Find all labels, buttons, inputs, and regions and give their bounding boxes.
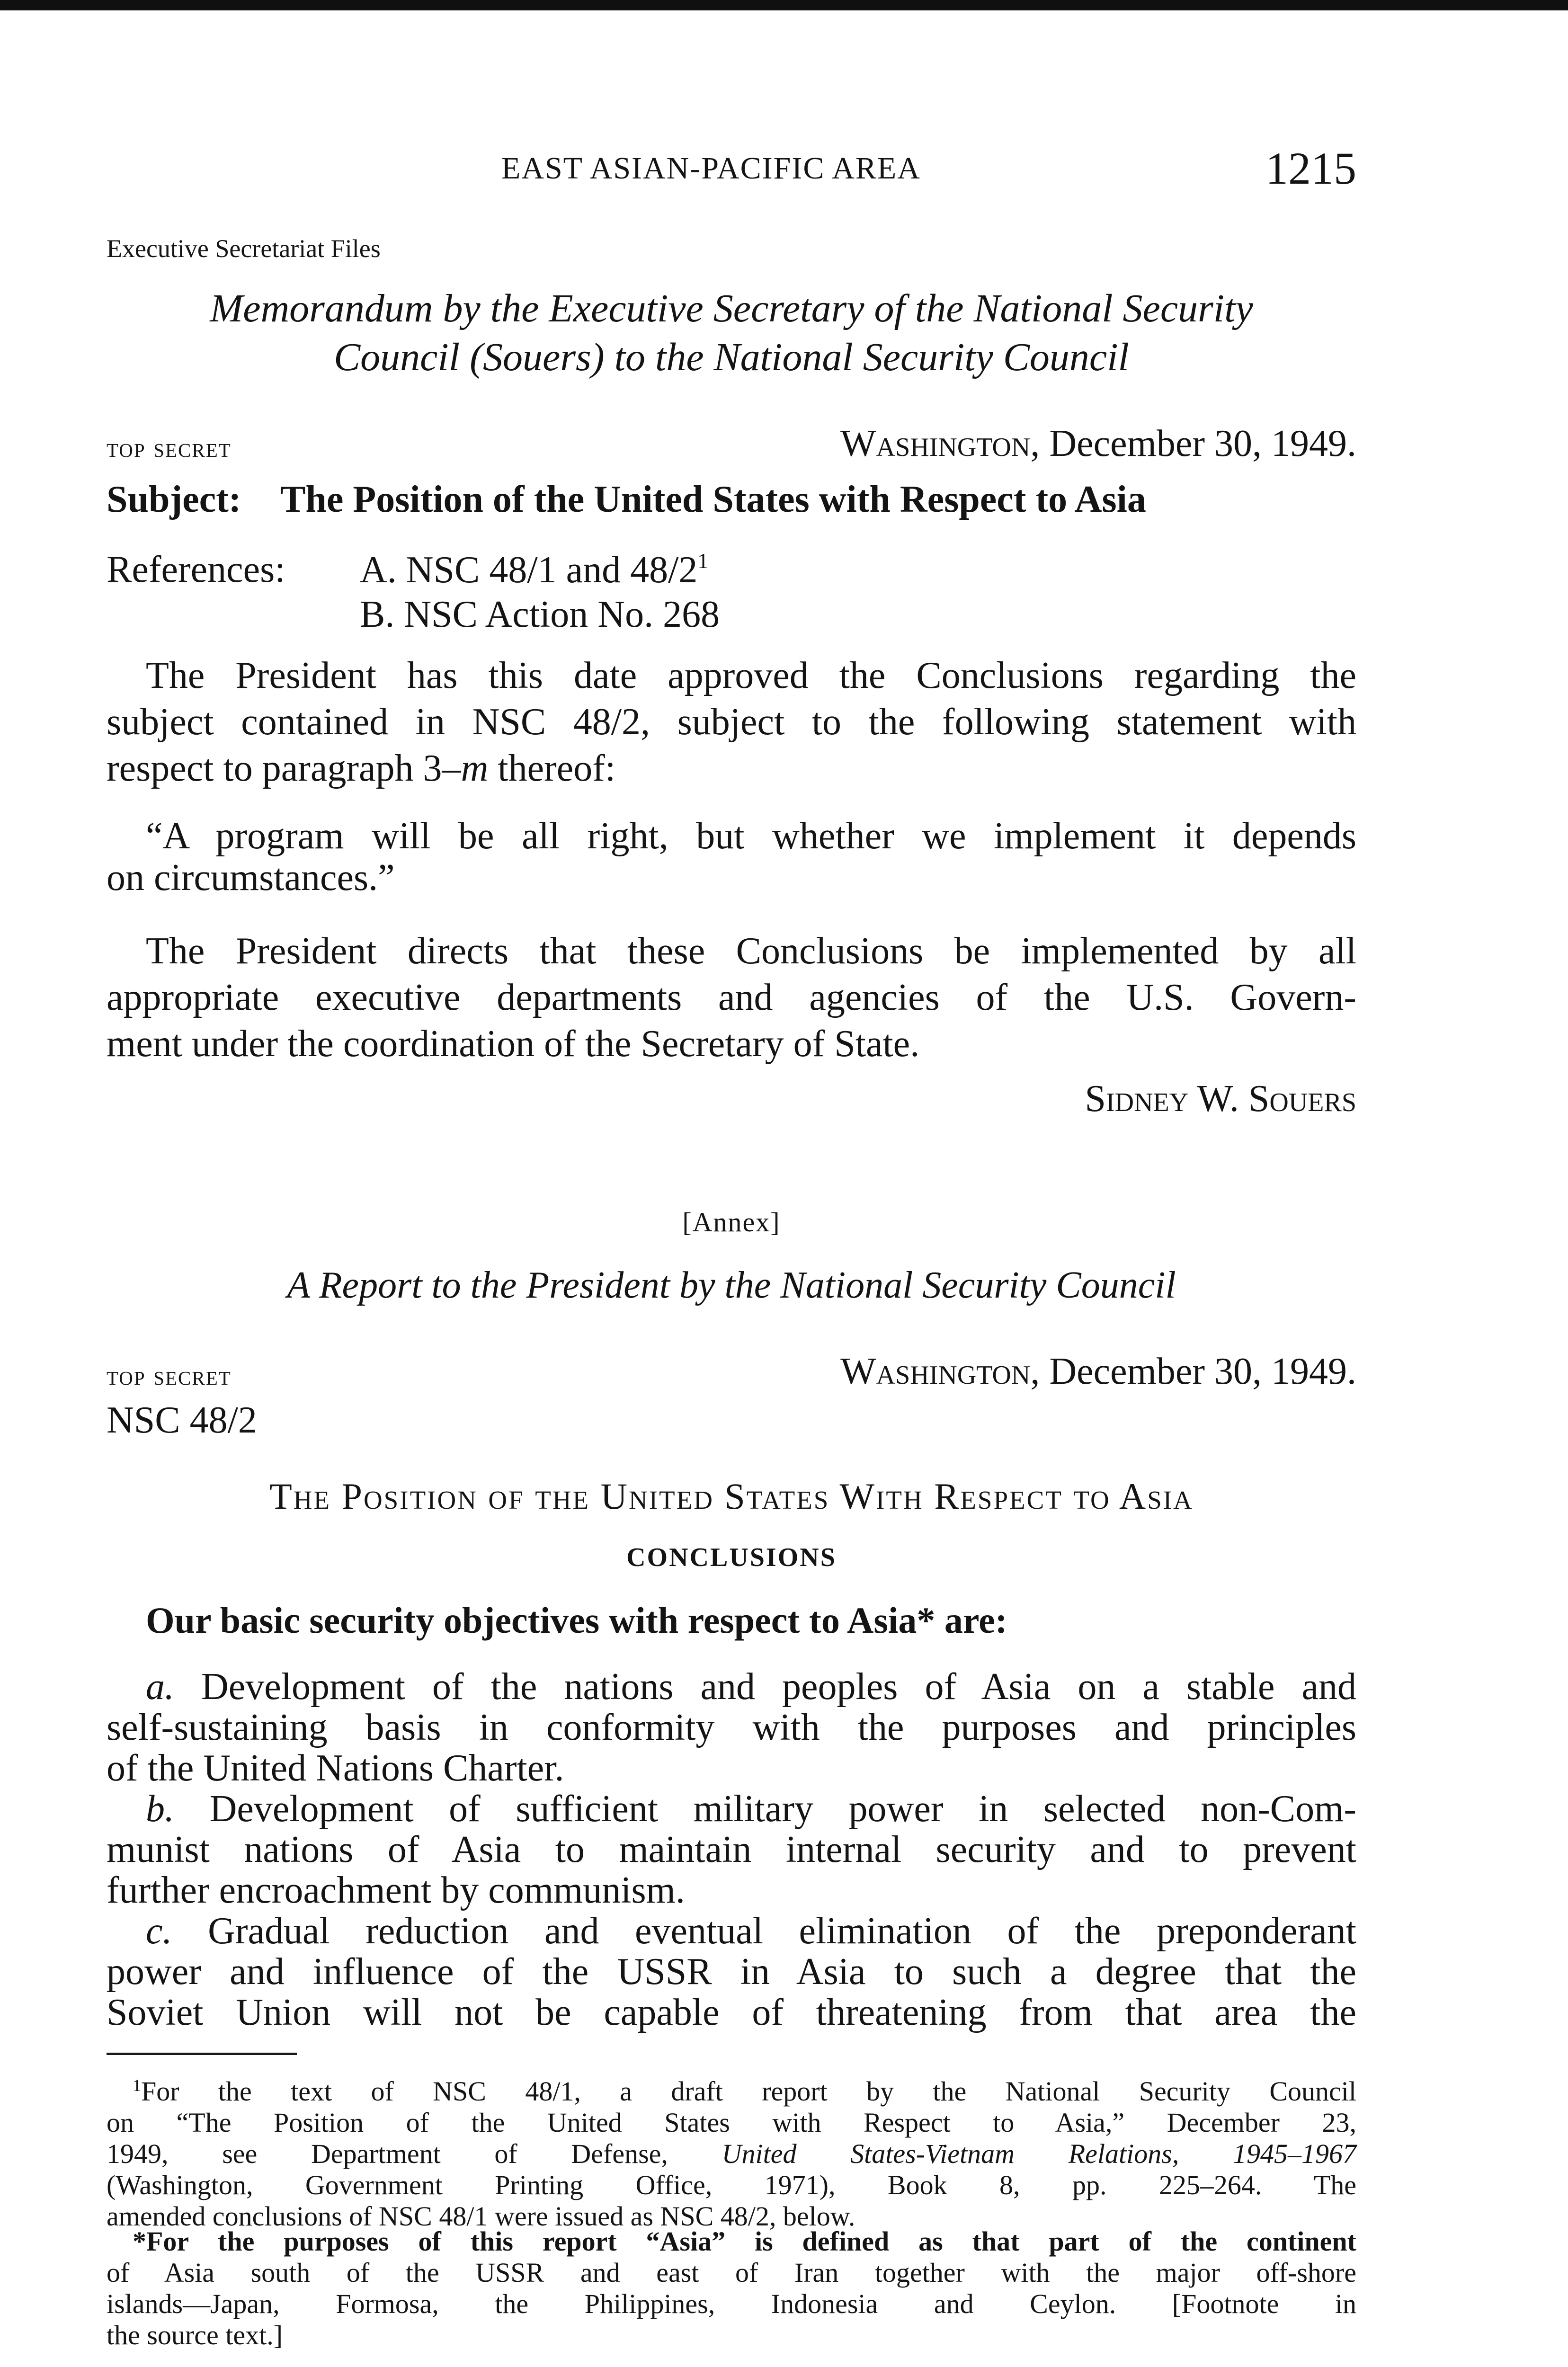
conclusions-title: CONCLUSIONS: [626, 1543, 837, 1572]
objective-b-line1: [107, 1789, 1356, 1829]
position-title: The Position of the United States With Respect to Asia: [269, 1476, 1194, 1517]
quote-line1: “A program will be all right, but whether we implement it depends: [146, 815, 1356, 857]
objective-c-letter: c.: [146, 1910, 172, 1952]
objectives-intro: Our basic security objectives with respect to Asia* are:: [146, 1600, 1007, 1641]
objective-b-line2: munist nations of Asia to maintain internal security and to prevent: [107, 1829, 1356, 1870]
fn1-line1: [107, 2070, 1356, 2107]
report-title: A Report to the President by the National Security Council: [287, 1264, 1176, 1306]
reference-b: B. NSC Action No. 268: [360, 594, 720, 635]
objective-a-line1: [107, 1666, 1356, 1707]
memo-date: , December 30, 1949.: [1030, 423, 1356, 464]
objective-c-line1: [107, 1911, 1356, 1951]
memo-subject: [107, 478, 1146, 521]
page-number: 1215: [1265, 143, 1356, 194]
running-head: EAST ASIAN-PACIFIC AREA: [501, 151, 921, 186]
fn2-line4: the source text.]: [107, 2320, 283, 2350]
annex-date: , December 30, 1949.: [1030, 1351, 1356, 1392]
subject-text: The Position of the United States with Respect to Asia: [280, 479, 1146, 520]
president-quote: [107, 815, 1356, 899]
scan-top-edge: [0, 0, 1568, 10]
annex-classification: top secret: [107, 1360, 232, 1391]
para1-line2: subject contained in NSC 48/2, subject to the following statement with: [107, 701, 1356, 743]
objective-a-letter: a.: [146, 1666, 174, 1708]
fn1-line1-text: For the text of NSC 48/1, a draft report by the National Security Council: [141, 2076, 1356, 2107]
objective-c: [107, 1911, 1356, 2033]
memo-title-line2: Council (Souers) to the National Security Council: [334, 335, 1129, 379]
references-label: References:: [107, 549, 285, 590]
annex-place: Washington: [840, 1351, 1031, 1392]
files-label: Executive Secretariat Files: [107, 234, 381, 263]
objective-b: [107, 1789, 1356, 1911]
signature: Sidney W. Souers: [1085, 1078, 1356, 1120]
para1-line3-text: respect to paragraph 3–: [107, 747, 461, 789]
footnote-2: [107, 2226, 1356, 2351]
memo-paragraph-2: [107, 928, 1356, 1067]
para1-line3-end: thereof:: [488, 747, 616, 789]
objective-b-letter: b.: [146, 1788, 174, 1830]
footnote-rule: [107, 2053, 297, 2055]
fn1-line3: [107, 2138, 1356, 2170]
para2-line3: ment under the coordination of the Secretary of State.: [107, 1023, 920, 1065]
quote-line2: on circumstances.”: [107, 857, 395, 899]
footnote-1: [107, 2070, 1356, 2232]
objective-b-line3: further encroachment by communism.: [107, 1869, 685, 1911]
fn2-line2: of Asia south of the USSR and east of Iran together with the major off-shore: [107, 2257, 1356, 2288]
fn1-line3-italic: United States-Vietnam Relations, 1945–1967: [722, 2138, 1356, 2169]
para1-line1: The President has this date approved the Conclusions regarding the: [146, 655, 1356, 696]
memo-title: [107, 284, 1356, 382]
memo-place: Washington: [840, 423, 1031, 464]
objective-a-line3: of the United Nations Charter.: [107, 1747, 564, 1789]
nsc-number: NSC 48/2: [107, 1399, 257, 1441]
para2-line2: appropriate executive departments and agencies of the U.S. Govern-: [107, 977, 1356, 1018]
reference-a: [360, 548, 708, 592]
reference-a-text: A. NSC 48/1 and 48/2: [360, 549, 698, 591]
memo-paragraph-1: [107, 652, 1356, 792]
fn1-line5: amended conclusions of NSC 48/1 were issued as NSC 48/2, below.: [107, 2201, 855, 2232]
memo-place-date: [840, 422, 1356, 465]
footnote-ref-1: 1: [697, 549, 709, 573]
fn1-line3-text: 1949, see Department of Defense,: [107, 2138, 722, 2169]
objective-c-line3: Soviet Union will not be capable of threatening from that area the: [107, 1992, 1356, 2033]
para2-line1: The President directs that these Conclusions be implemented by all: [146, 930, 1356, 972]
fn1-marker: 1: [133, 2076, 141, 2095]
objective-a-line2: self-sustaining basis in conformity with the purposes and principles: [107, 1707, 1356, 1748]
objective-c-text: Gradual reduction and eventual elimination of the preponderant: [172, 1910, 1356, 1952]
objective-a-text: Development of the nations and peoples of Asia on a stable and: [174, 1666, 1356, 1708]
annex-label: [Annex]: [682, 1207, 781, 1237]
fn2-line1: *For the purposes of this report “Asia” is defined as that part of the continent: [133, 2226, 1356, 2257]
objective-a: [107, 1666, 1356, 1789]
fn1-line2: on “The Position of the United States with Respect to Asia,” December 23,: [107, 2107, 1356, 2138]
subject-label: Subject:: [107, 479, 241, 520]
para1-line3-italic: m: [461, 747, 489, 789]
memo-classification: top secret: [107, 432, 232, 463]
annex-place-date: [840, 1350, 1356, 1393]
para1-line3: [107, 745, 1356, 792]
fn2-line3: islands—Japan, Formosa, the Philippines, Indonesia and Ceylon. [Footnote in: [107, 2288, 1356, 2319]
objective-b-text: Development of sufficient military power in selected non-Com-: [174, 1788, 1356, 1830]
fn1-line4: (Washington, Government Printing Office, 1971), Book 8, pp. 225–264. The: [107, 2170, 1356, 2200]
memo-title-line1: Memorandum by the Executive Secretary of the National Security: [210, 286, 1253, 330]
objective-c-line2: power and influence of the USSR in Asia to such a degree that the: [107, 1951, 1356, 1993]
